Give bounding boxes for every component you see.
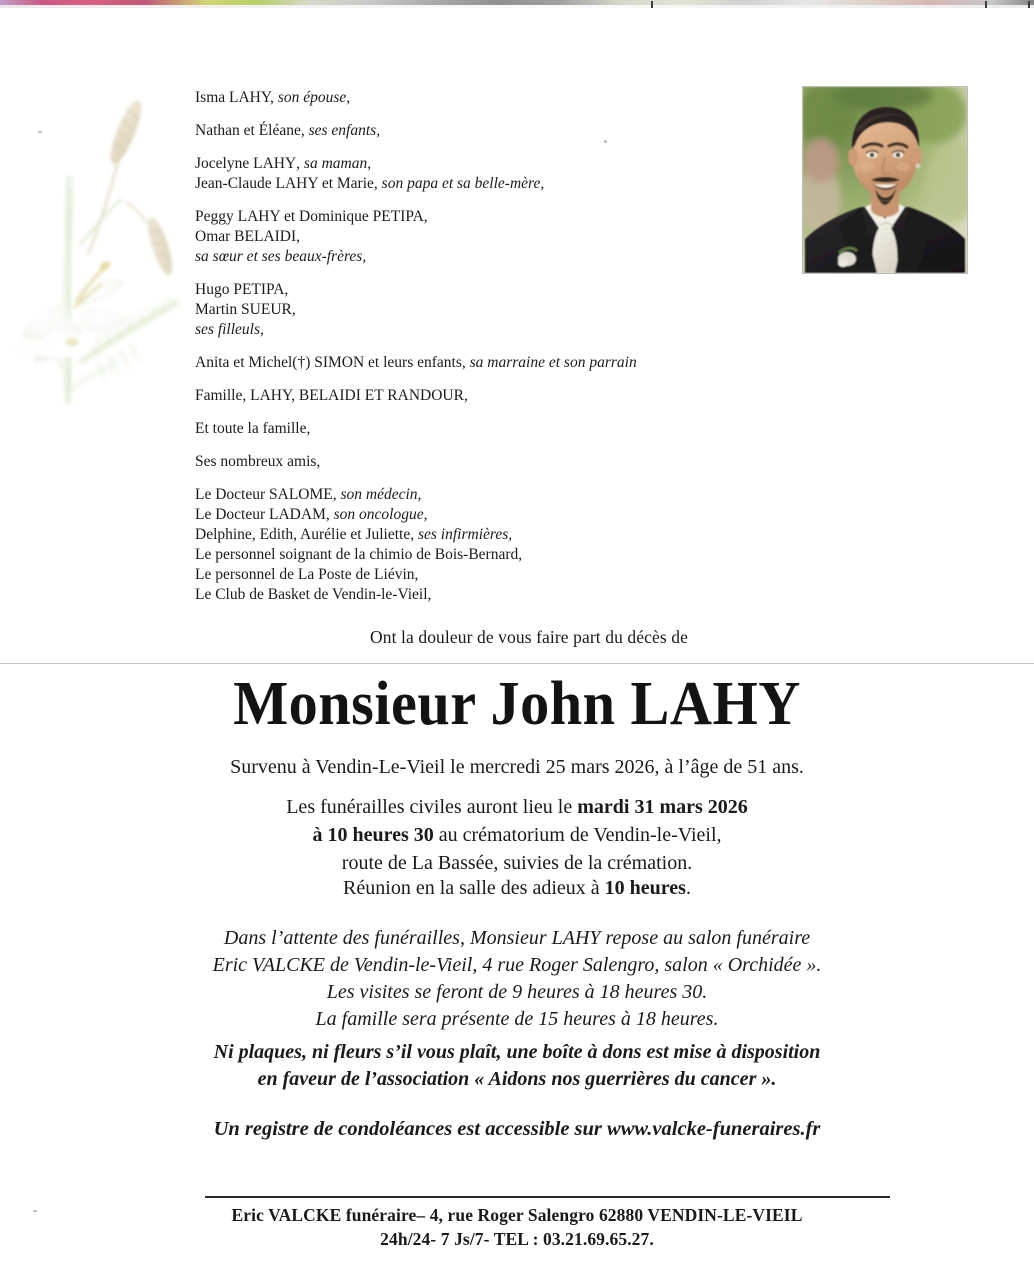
- mourner-group: [195, 280, 785, 340]
- funeral-line-1: [0, 793, 1034, 821]
- mourner-line: [195, 227, 785, 247]
- salon-line-2: Eric VALCKE de Vendin-le-Vieil, 4 rue Roger Salengro, salon « Orchidée ».: [212, 954, 822, 976]
- funeral-date: mardi 31 mars 2026: [577, 796, 748, 818]
- mourner-names: Hugo PETIPA,: [195, 281, 289, 298]
- mourner-line: [195, 320, 785, 340]
- white-lily-watercolour-decoration: [10, 70, 200, 440]
- scan-speck: [38, 131, 42, 133]
- mourner-line: [195, 545, 785, 565]
- funeral-details: [0, 793, 1034, 877]
- condolence-registry-line[interactable]: Un registre de condoléances est accessible sur www.valcke-funeraires.fr: [213, 1118, 821, 1140]
- donation-line-2: en faveur de l’association « Aidons nos guerrières du cancer ».: [257, 1068, 777, 1090]
- mourner-names: Le personnel de La Poste de Liévin,: [195, 566, 419, 583]
- mourner-relation: sa marraine et son parrain: [469, 354, 637, 371]
- mourner-names: Jocelyne LAHY: [195, 155, 297, 172]
- mourner-names: Martin SUEUR,: [195, 301, 296, 318]
- mourner-group: [195, 419, 785, 439]
- reunion-text: Réunion en la salle des adieux à: [343, 877, 605, 899]
- mourner-relation: , sa maman,: [296, 155, 372, 172]
- mourner-line: [195, 121, 785, 141]
- portrait-photograph-of-deceased: [802, 86, 968, 274]
- mourner-relation: sa sœur et ses beaux-frères,: [195, 248, 367, 265]
- mourner-line: [195, 485, 785, 505]
- donation-request: [0, 1039, 1034, 1093]
- mourners-list: [195, 88, 785, 605]
- mourner-relation: ses enfants,: [308, 122, 381, 139]
- mourner-group: [195, 452, 785, 472]
- reunion-period: .: [685, 877, 691, 899]
- mourner-names: Le personnel soignant de la chimio de Bois-Bernard,: [195, 546, 523, 563]
- reunion-time: 10 heures: [604, 877, 686, 899]
- mourner-line: [195, 154, 785, 174]
- death-details-line: Survenu à Vendin-Le-Vieil le mercredi 25 mars 2026, à l’âge de 51 ans.: [230, 756, 804, 778]
- mourner-line: [195, 280, 785, 300]
- mourner-relation: ses filleuls,: [195, 321, 264, 338]
- mourner-line: [195, 419, 785, 439]
- mourner-group: [195, 88, 785, 108]
- mourner-line: [195, 88, 785, 108]
- mourner-line: [195, 174, 785, 194]
- mourner-relation: son médecin,: [340, 486, 422, 503]
- mourner-relation: son oncologue,: [333, 506, 428, 523]
- mourner-line: [195, 505, 785, 525]
- funeral-line-2: [0, 821, 1034, 849]
- mourner-relation: son épouse,: [277, 89, 351, 106]
- reunion-line: [0, 877, 1034, 900]
- mourner-relation: ses infirmières,: [417, 526, 513, 543]
- mourner-group: [195, 154, 785, 194]
- announcement-lead-text: Ont la douleur de vous faire part du décès de: [370, 627, 688, 647]
- mourner-names: Le Club de Basket de Vendin-le-Vieil,: [195, 586, 432, 603]
- section-divider: [0, 663, 1034, 664]
- mourner-names: Et toute la famille,: [195, 420, 311, 437]
- scan-tick-mark: [651, 1, 653, 8]
- mourner-relation: son papa et sa belle-mère,: [381, 175, 545, 192]
- funeral-salon-info: [0, 925, 1034, 1033]
- mourner-names: Ses nombreux amis,: [195, 453, 321, 470]
- mourner-names: Omar BELAIDI,: [195, 228, 301, 245]
- donation-line-1: Ni plaques, ni fleurs s’il vous plaît, une boîte à dons est mise à disposition: [213, 1041, 821, 1063]
- mourner-line: [195, 353, 785, 373]
- mourner-group: [195, 207, 785, 267]
- mourner-line: [195, 207, 785, 227]
- footer-address-line: Eric VALCKE funéraire– 4, rue Roger Salengro 62880 VENDIN-LE-VIEIL: [231, 1205, 803, 1225]
- mourner-line: [195, 300, 785, 320]
- mourner-line: [195, 565, 785, 585]
- mourner-line: [195, 525, 785, 545]
- funeral-line-1-text: Les funérailles civiles auront lieu le: [286, 796, 578, 818]
- funeral-venue: au crématorium de Vendin-le-Vieil,: [433, 824, 722, 846]
- funeral-line-3: route de La Bassée, suivies de la crémation.: [341, 852, 693, 874]
- funeral-time: à 10 heures 30: [312, 824, 434, 846]
- mourner-names: Le Docteur SALOME,: [195, 486, 341, 503]
- footer-divider-rule: [205, 1196, 890, 1198]
- mourner-group: [195, 386, 785, 406]
- page-title-deceased-name: Monsieur John LAHY: [233, 670, 801, 738]
- salon-family-hours: La famille sera présente de 15 heures à 18 heures.: [315, 1008, 719, 1030]
- mourner-line: [195, 386, 785, 406]
- mourner-line: [195, 452, 785, 472]
- salon-visiting-hours: Les visites se feront de 9 heures à 18 heures 30.: [326, 981, 708, 1003]
- mourner-names: Peggy LAHY et Dominique PETIPA,: [195, 208, 428, 225]
- salon-line-1: Dans l’attente des funérailles, Monsieur LAHY repose au salon funéraire: [223, 927, 811, 949]
- mourner-names: Jean-Claude LAHY et Marie,: [195, 175, 382, 192]
- mourner-group: [195, 121, 785, 141]
- mourner-names: Isma LAHY,: [195, 89, 278, 106]
- announcement-lead-line: [0, 627, 1034, 648]
- mourner-names: Nathan et Éléane,: [195, 122, 309, 139]
- mourner-group: [195, 353, 785, 373]
- scan-artifact-strip-soft: [0, 5, 1034, 8]
- mourner-line: [195, 247, 785, 267]
- mourner-line: [195, 585, 785, 605]
- mourner-names: Famille, LAHY, BELAIDI ET RANDOUR,: [195, 387, 468, 404]
- mourner-names: Anita et Michel(†) SIMON et leurs enfants,: [195, 354, 470, 371]
- footer-contact-line: 24h/24- 7 Js/7- TEL : 03.21.69.65.27.: [380, 1229, 654, 1249]
- scan-tick-mark: [985, 1, 987, 8]
- scan-tick-mark: [1028, 1, 1030, 8]
- mourner-group-caregivers: [195, 485, 785, 605]
- funeral-home-footer: [0, 1203, 1034, 1251]
- mourner-names: Delphine, Edith, Aurélie et Juliette,: [195, 526, 418, 543]
- mourner-names: Le Docteur LADAM,: [195, 506, 334, 523]
